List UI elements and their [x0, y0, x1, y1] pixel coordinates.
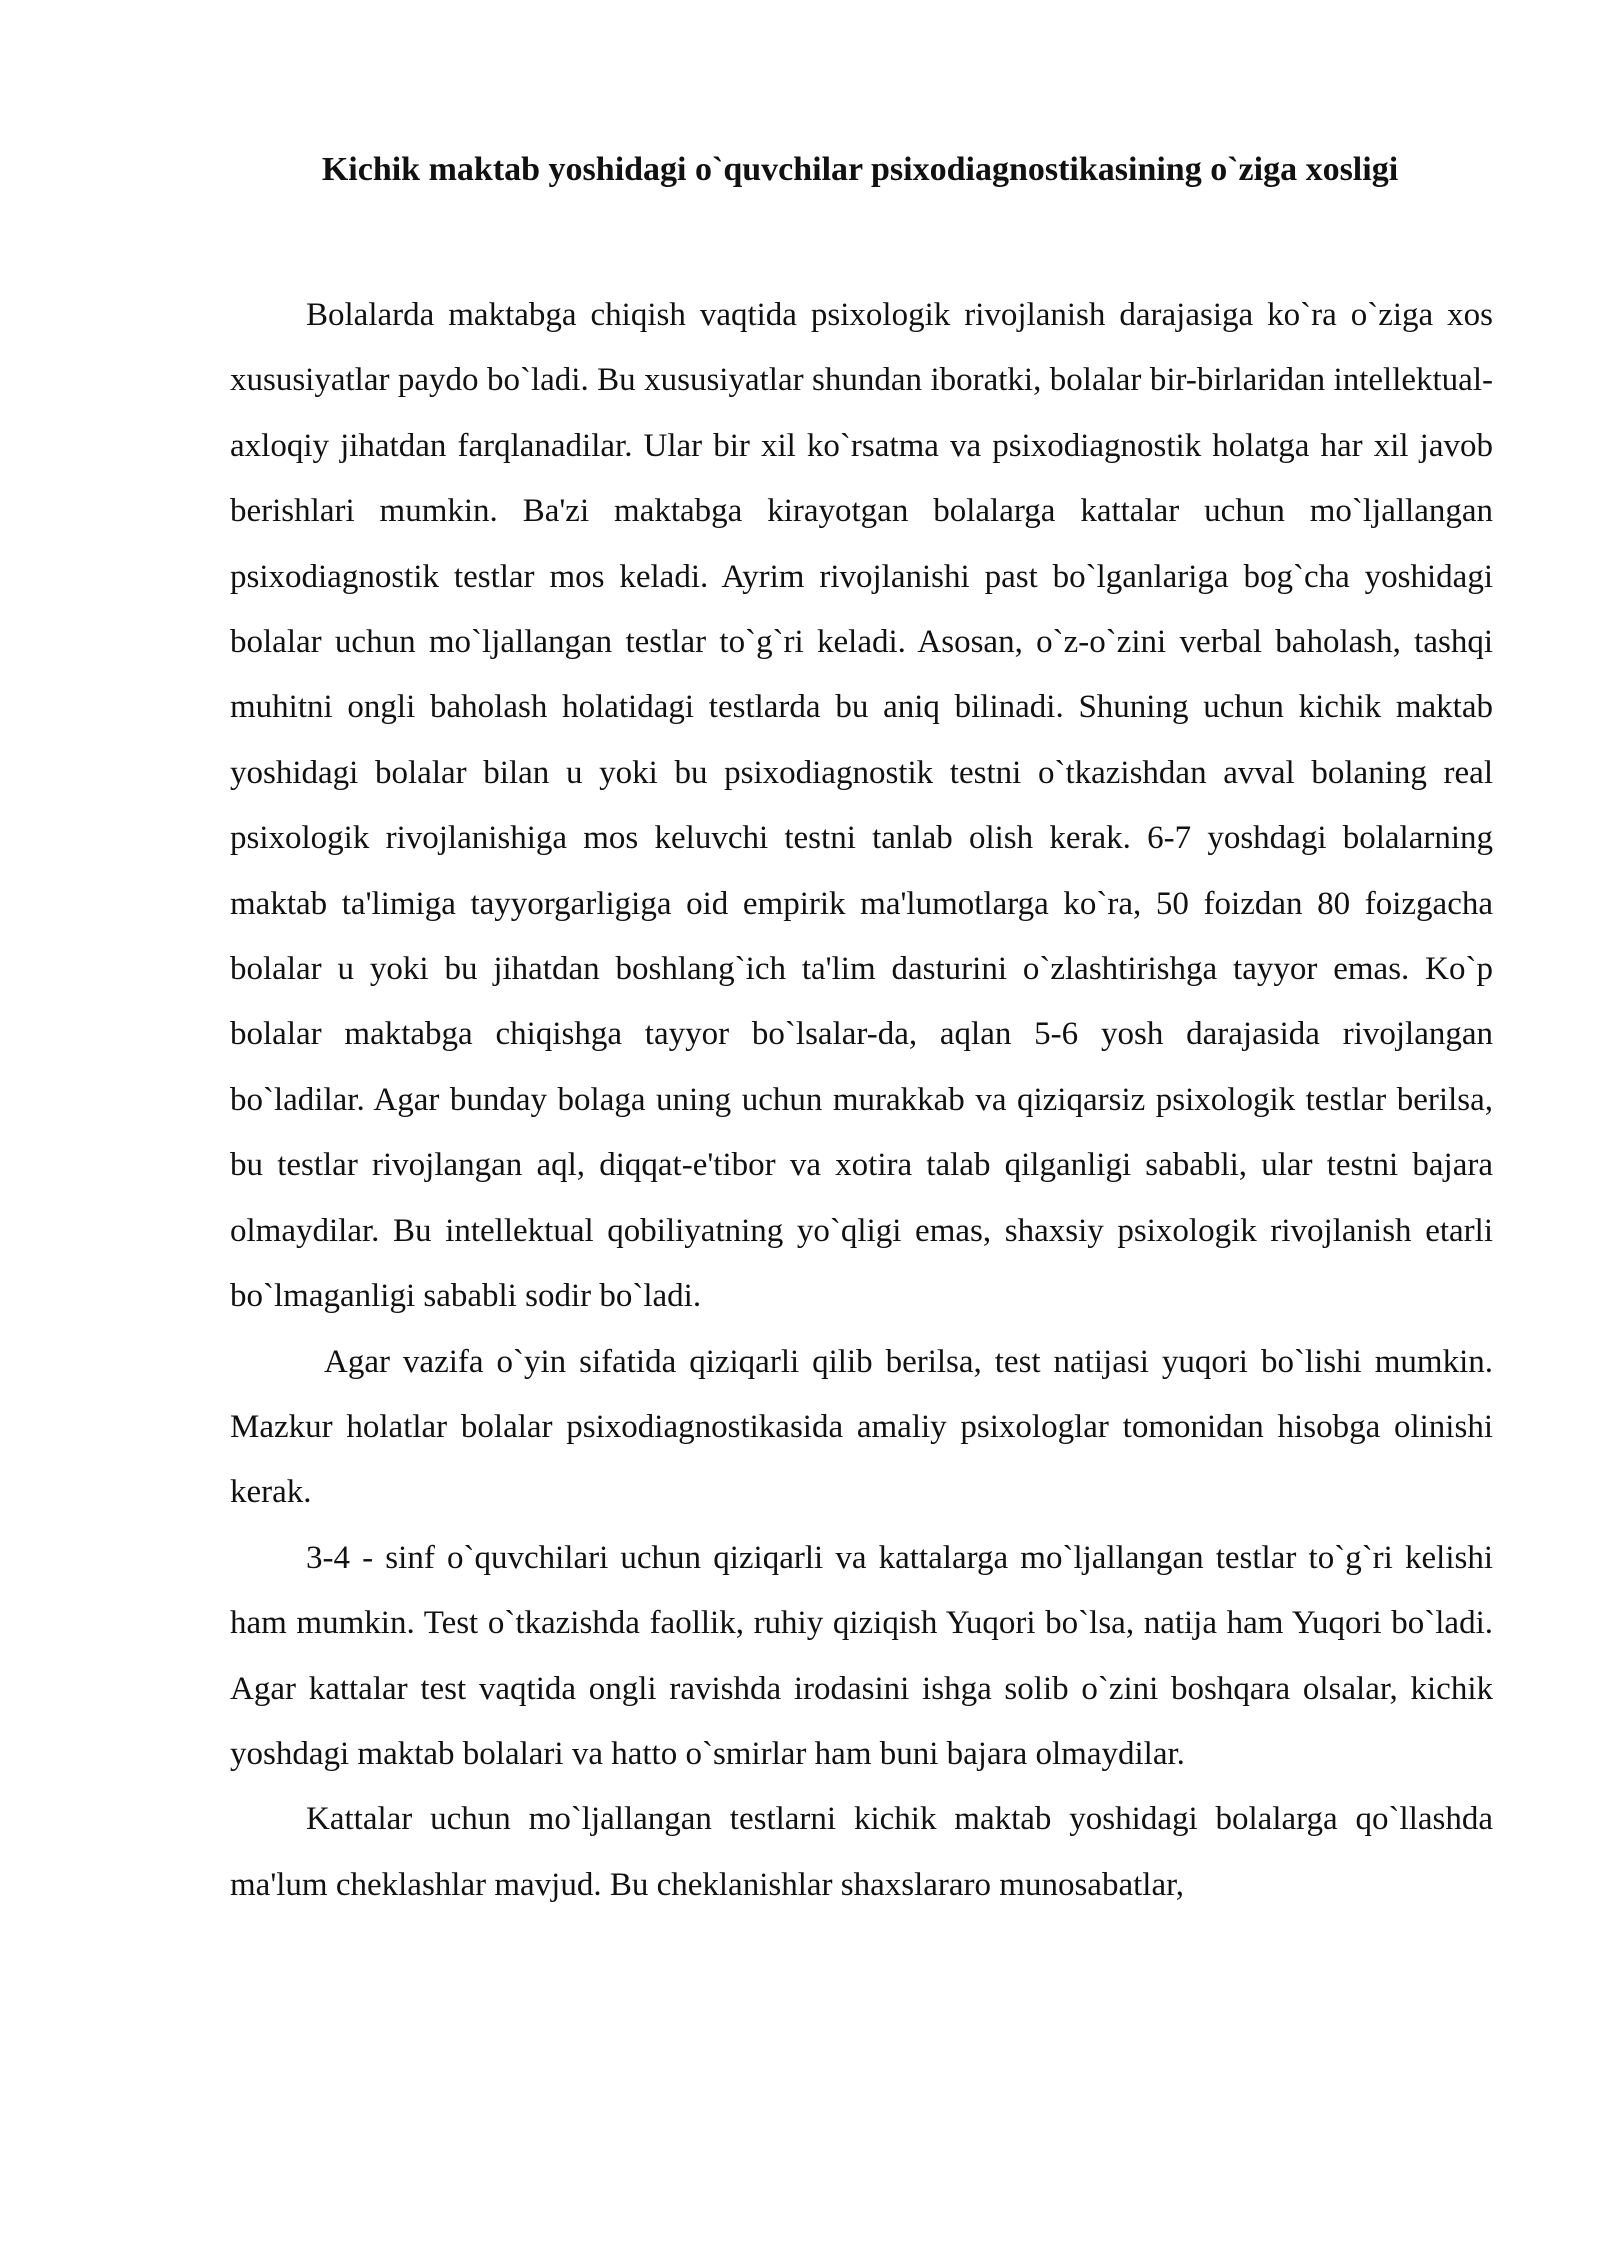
paragraph-2: Agar vazifa o`yin sifatida qiziqarli qilib berilsa, test natijasi yuqori bo`lishi mumkin. Mazkur holatlar bolalar psixodiagnostikasida amaliy psixologlar tomonidan hisobga olinishi kerak. — [230, 1343, 1493, 1511]
paragraph-3: 3-4 - sinf o`quvchilari uchun qiziqarli va kattalarga mo`ljallangan testlar to`g`ri kelishi ham mumkin. Test o`tkazishda faollik, ruhiy qiziqish Yuqori bo`lsa, natija ham Yuqori bo`ladi. Agar kattalar test vaqtida ongli ravishda irodasini ishga solib o`zini boshqara olsalar, kichik yoshdagi maktab bolalari va hatto o`smirlar ham buni bajara olmaydilar. — [230, 1539, 1493, 1772]
paragraph-1: Bolalarda maktabga chiqish vaqtida psixologik rivojlanish darajasiga ko`ra o`ziga xos xususiyatlar paydo bo`ladi. Bu xususiyatlar shundan iboratki, bolalar bir-birlaridan intellektual-axloqiy jihatdan farqlanadilar. Ular bir xil ko`rsatma va psixodiagnostik holatga har xil javob berishlari mumkin. Ba'zi maktabga kirayotgan bolalarga kattalar uchun mo`ljallangan psixodiagnostik testlar mos keladi. Ayrim rivojlanishi past bo`lganlariga bog`cha yoshidagi bolalar uchun mo`ljallangan testlar to`g`ri keladi. Asosan, o`z-o`zini verbal baholash, tashqi muhitni ongli baholash holatidagi testlarda bu aniq bilinadi. Shuning uchun kichik maktab yoshidagi bolalar bilan u yoki bu psixodiagnostik testni o`tkazishdan avval bolaning real psixologik rivojlanishiga mos keluvchi testni tanlab olish kerak. 6-7 yoshdagi bolalarning maktab ta'limiga tayyorgarligiga oid empirik ma'lumotlarga ko`ra, 50 foizdan 80 foizgacha bolalar u yoki bu jihatdan boshlang`ich ta'lim dasturini o`zlashtirishga tayyor emas. Ko`p bolalar maktabga chiqishga tayyor bo`lsalar-da, aqlan 5-6 yosh darajasida rivojlangan bo`ladilar. Agar bunday bolaga uning uchun murakkab va qiziqarsiz psixologik testlar berilsa, bu testlar rivojlangan aql, diqqat-e'tibor va xotira talab qilganligi sababli, ular testni bajara olmaydilar. Bu intellektual qobiliyatning yo`qligi emas, shaxsiy psixologik rivojlanish etarli bo`lmaganligi sababli sodir bo`ladi. — [230, 297, 1493, 1315]
document-title: Kichik maktab yoshidagi o`quvchilar psixodiagnostikasining o`ziga xosligi — [321, 151, 1399, 188]
document-body — [230, 283, 1493, 1918]
paragraph-4: Kattalar uchun mo`ljallangan testlarni kichik maktab yoshidagi bolalarga qo`llashda ma'lum cheklashlar mavjud. Bu cheklanishlar shaxslararo munosabatlar, — [230, 1801, 1493, 1903]
